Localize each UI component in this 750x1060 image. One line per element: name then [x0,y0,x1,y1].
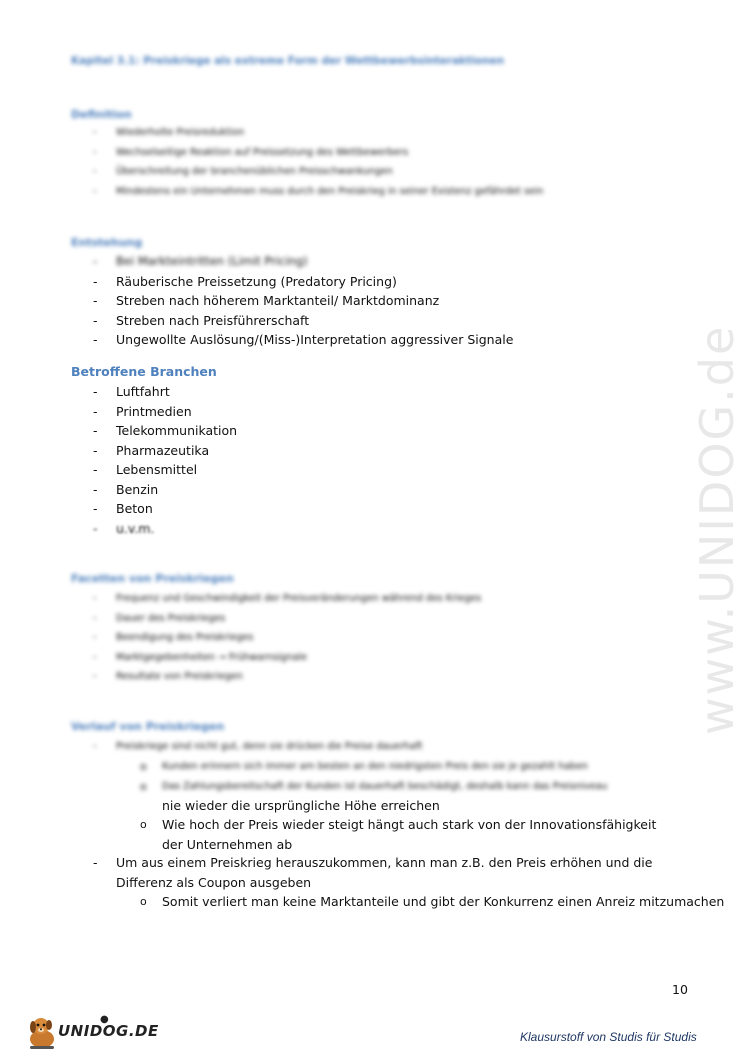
dog-mascot-icon [22,1012,62,1052]
branchen-list [93,382,237,538]
list-item: - Dauer des Preiskrieges [93,612,226,624]
sub-list-item: o Wie hoch der Preis wieder steigt hängt auch stark von der Innovationsfähigkeit der Unternehmen ab [140,817,657,852]
list-item: - Überschreitung der branchenüblichen Preisschwankungen [93,166,393,177]
list-item: - Streben nach Preisführerschaft [93,312,310,328]
section-heading-facetten: Facetten von Preiskriegen [71,572,234,585]
list-item: - Lebensmittel [93,462,198,477]
verlauf-sublist-1 [140,757,680,796]
chapter-title: Kapitel 3.1: Preiskriege als extreme Form der Wettbewerbsinteraktionen [71,55,505,67]
section-heading-branchen: Betroffene Branchen [71,364,217,379]
list-item: - Pharmazeutika [93,442,210,458]
list-item: - Mindestens ein Unternehmen muss durch den Preiskrieg in seiner Existenz gefährdet sein [93,185,544,197]
footer-tagline: Klausurstoff von Studis für Studis [520,1030,697,1044]
sub-list-item: o Somit verliert man keine Marktanteile und gibt der Konkurrenz einen Anreiz mitzumachen [140,894,725,909]
paw-icon: ● [100,1014,109,1025]
list-item: - Um aus einem Preiskrieg herauszukommen, kann man z.B. den Preis erhöhen und die Differenz als Coupon ausgeben [93,855,653,890]
sub-list-item-continuation: nie wieder die ursprüngliche Höhe erreichen [162,798,440,813]
section-heading-entstehung: Entstehung [71,236,143,249]
logo-text: UNIDOG.DE [58,1022,159,1040]
verlauf-sublist-3 [140,892,725,912]
list-item: - Ungewollte Auslösung/(Miss-)Interpretation aggressiver Signale [93,332,514,347]
list-item: - Wechselseitige Reaktion auf Preissetzung des Wettbewerbers [93,146,409,158]
list-item: - Telekommunikation [93,423,238,438]
page-number: 10 [672,982,688,997]
list-item: - Benzin [93,481,159,497]
list-item: - Räuberische Preissetzung (Predatory Pricing) [93,273,397,289]
list-item: - Beendigung des Preiskrieges [93,632,254,643]
verlauf-sublist-2 [140,815,660,854]
sub-list-item: o Kunden erinnern sich immer am besten an den niedrigsten Preis den sie je gezahlt haben [140,760,588,773]
entstehung-list [93,252,513,350]
list-item: - Beton [93,501,153,516]
list-item: - Preiskriege sind nicht gut, denn sie drücken die Preise dauerhaft [93,741,423,752]
verlauf-list-2 [93,853,683,892]
definition-list [93,123,543,201]
list-item: - Bei Markteintritten (Limit Pricing) [93,254,308,268]
unidog-logo [22,1012,159,1052]
sub-list-item: o Das Zahlungsbereitschaft der Kunden ist dauerhaft beschädigt, deshalb kann das Preisniveau [140,779,608,793]
facetten-list [93,589,481,687]
section-heading-definition: Definition [71,108,132,121]
list-item: - u.v.m. [93,520,155,536]
list-item: - Printmedien [93,403,192,419]
list-item: - Resultate von Preiskriegen [93,671,243,682]
list-item: - Frequenz und Geschwindigkeit der Preisveränderungen während des Krieges [93,593,482,604]
verlauf-list-1 [93,737,423,757]
list-item: - Streben nach höherem Marktanteil/ Marktdominanz [93,293,440,308]
list-item: - Marktgegebenheiten → Frühwarnsignale [93,651,307,663]
section-heading-verlauf: Verlauf von Preiskriegen [71,720,225,733]
list-item: - Wiederholte Preisreduktion [93,127,245,138]
watermark: www.UNIDOG.de [690,324,744,735]
list-item: - Luftfahrt [93,384,170,399]
